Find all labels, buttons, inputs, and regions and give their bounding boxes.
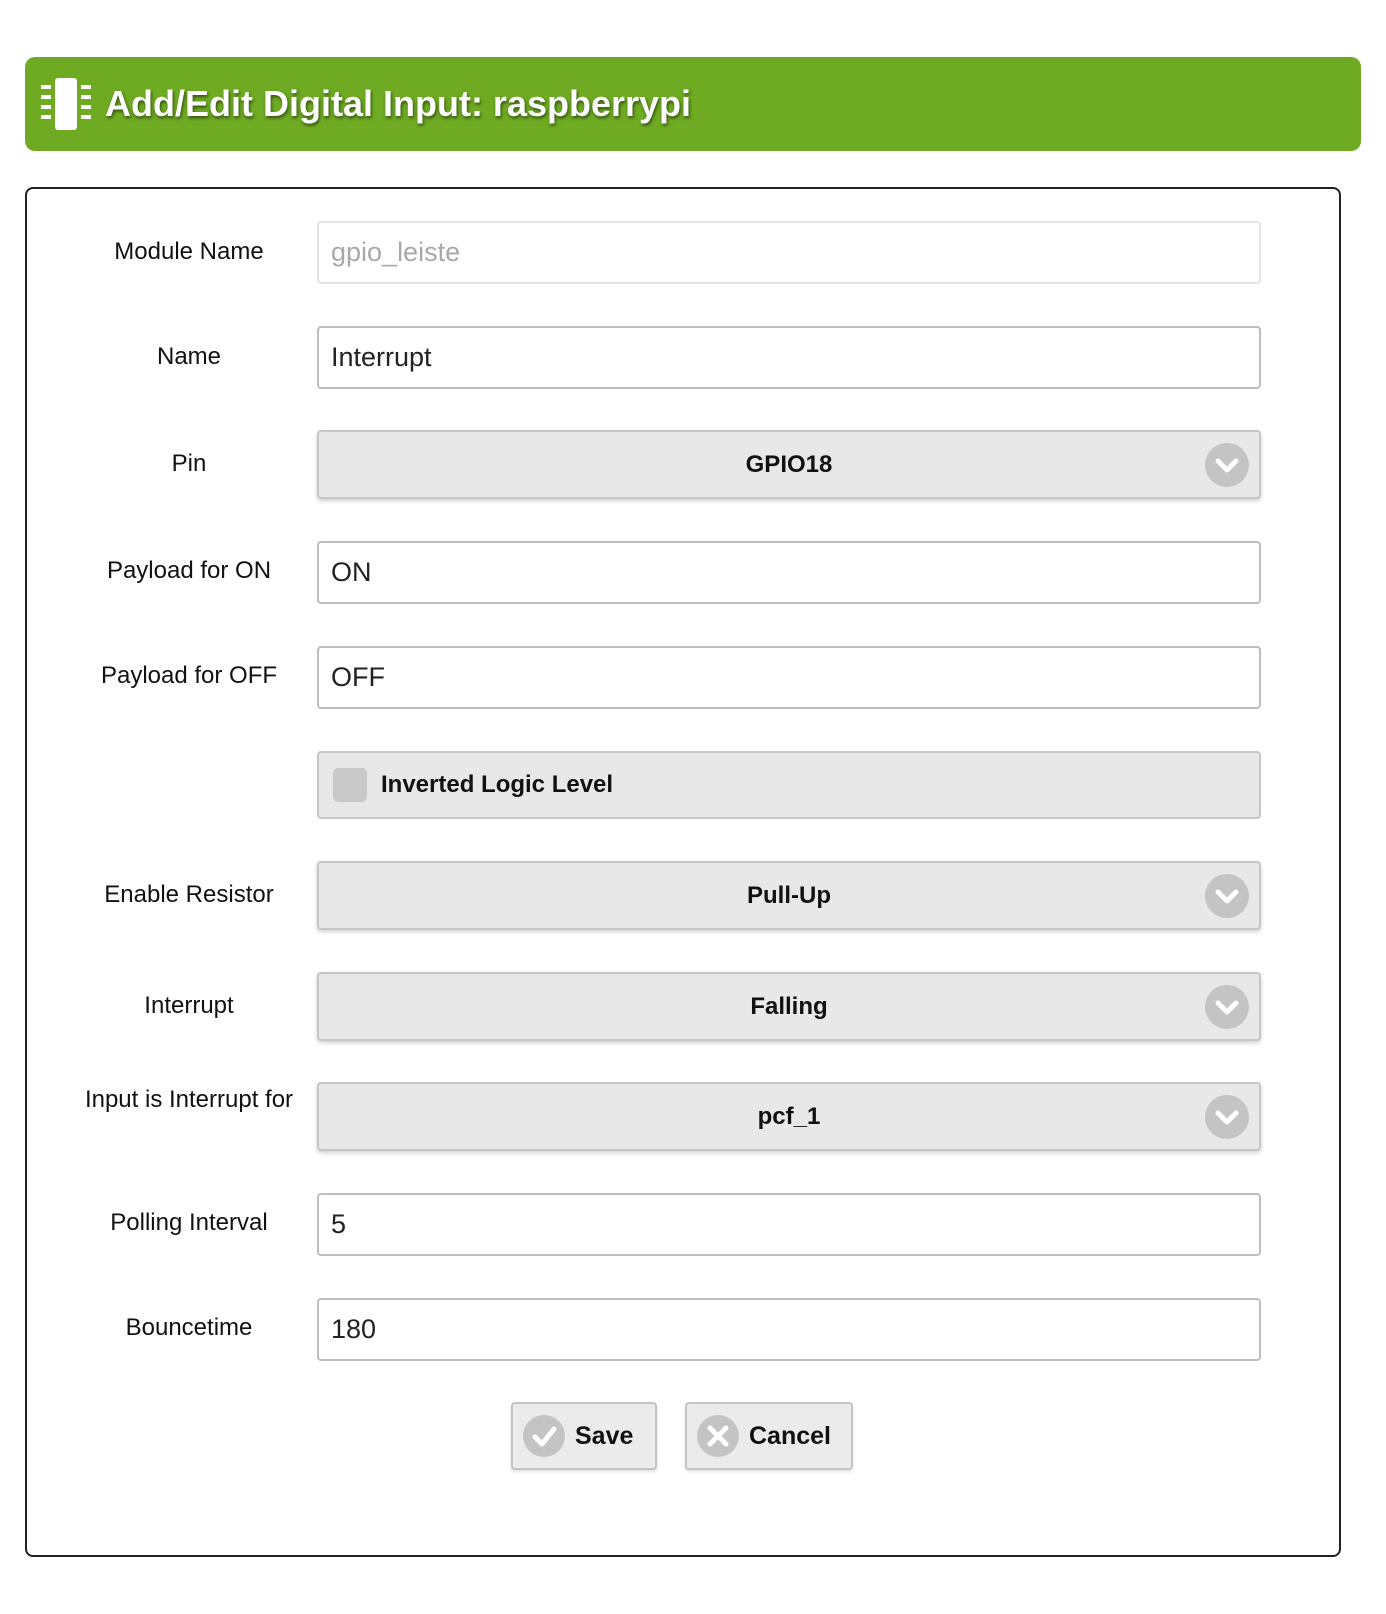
polling-label: Polling Interval <box>110 1209 268 1236</box>
page-header <box>25 57 1361 151</box>
resistor-select[interactable] <box>317 861 1261 930</box>
interrupt-select[interactable] <box>317 972 1261 1041</box>
page-title: Add/Edit Digital Input: raspberrypi <box>105 83 692 124</box>
interrupt-for-select[interactable] <box>317 1082 1261 1151</box>
chevron-down-icon <box>1205 985 1249 1029</box>
chip-icon <box>37 75 95 133</box>
save-label: Save <box>575 1421 634 1450</box>
interrupt-select-value: Falling <box>750 992 828 1020</box>
interrupt-for-select-value: pcf_1 <box>757 1102 821 1130</box>
cancel-button[interactable] <box>685 1402 853 1470</box>
cancel-label: Cancel <box>749 1421 831 1450</box>
module-name-label: Module Name <box>114 238 264 265</box>
module-name-field: gpio_leiste <box>317 221 1261 284</box>
check-icon <box>523 1415 565 1457</box>
polling-field[interactable]: 5 <box>317 1193 1261 1256</box>
payload-on-label: Payload for ON <box>106 557 272 584</box>
payload-on-field[interactable]: ON <box>317 541 1261 604</box>
chevron-down-icon <box>1205 443 1249 487</box>
inverted-logic-toggle[interactable] <box>317 751 1261 819</box>
inverted-logic-checkbox[interactable] <box>333 768 367 802</box>
pin-select[interactable] <box>317 430 1261 499</box>
resistor-label: Enable Resistor <box>104 881 274 908</box>
pin-select-value: GPIO18 <box>745 450 833 478</box>
name-label: Name <box>156 343 222 370</box>
pin-label: Pin <box>171 450 207 477</box>
form-panel <box>25 187 1341 1557</box>
payload-off-field[interactable]: OFF <box>317 646 1261 709</box>
chevron-down-icon <box>1205 1095 1249 1139</box>
bouncetime-label: Bouncetime <box>125 1314 253 1341</box>
close-icon <box>697 1415 739 1457</box>
interrupt-label: Interrupt <box>144 992 234 1019</box>
chevron-down-icon <box>1205 874 1249 918</box>
inverted-logic-label: Inverted Logic Level <box>381 771 614 798</box>
bouncetime-field[interactable]: 180 <box>317 1298 1261 1361</box>
interrupt-for-label: Input is Interrupt for <box>84 1086 294 1113</box>
payload-off-label: Payload for OFF <box>100 662 278 689</box>
name-field[interactable]: Interrupt <box>317 326 1261 389</box>
resistor-select-value: Pull-Up <box>747 881 831 909</box>
save-button[interactable] <box>511 1402 657 1470</box>
